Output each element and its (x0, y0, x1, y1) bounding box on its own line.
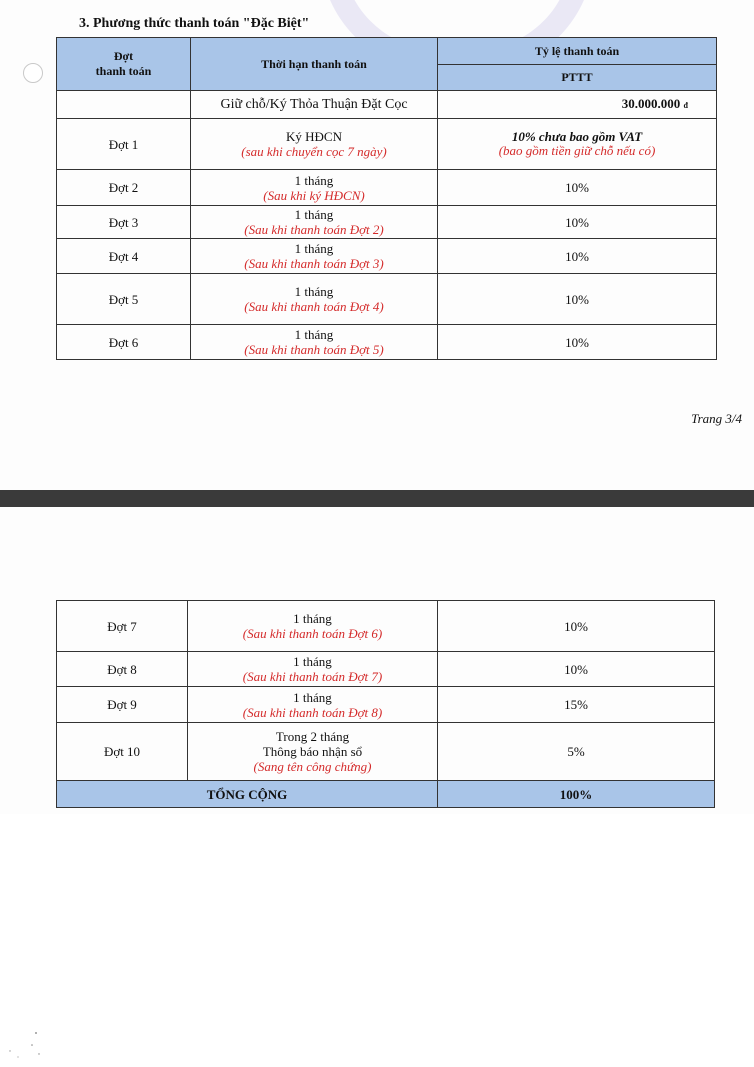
page-3 (0, 0, 754, 490)
deposit-amount (438, 91, 717, 119)
term-cell (188, 601, 438, 652)
table-row (57, 170, 717, 206)
term-text: 1 tháng (293, 611, 332, 626)
header-phase: Đợt thanh toán (57, 38, 191, 91)
rate-cell: 10% (438, 170, 717, 206)
rate-note: (bao gồm tiền giữ chỗ nếu có) (498, 143, 656, 158)
term-cell (191, 206, 438, 239)
rate-cell: 10% (438, 652, 715, 687)
phase-cell: Đợt 9 (57, 687, 188, 723)
page-separator (0, 490, 754, 507)
table-row (57, 687, 715, 723)
term-cell (191, 325, 438, 360)
phase-cell: Đợt 7 (57, 601, 188, 652)
rate-cell: 10% (438, 206, 717, 239)
rate-cell: 5% (438, 723, 715, 781)
term-cell (191, 274, 438, 325)
scan-specks (6, 1027, 46, 1067)
term-cell (191, 170, 438, 206)
rate-cell: 10% (438, 601, 715, 652)
table-row (57, 119, 717, 170)
rate-cell: 10% (438, 325, 717, 360)
header-pttt: PTTT (438, 65, 717, 91)
term-cell (188, 652, 438, 687)
term-note: (Sau khi thanh toán Đợt 7) (242, 669, 383, 684)
term-text: Ký HĐCN (286, 129, 342, 144)
currency-symbol: đ (683, 101, 688, 110)
table-row (57, 601, 715, 652)
phase-cell: Đợt 3 (57, 206, 191, 239)
deposit-amount-value: 30.000.000 (621, 96, 681, 111)
term-note: (Sau khi thanh toán Đợt 5) (244, 342, 384, 357)
term-text: 1 tháng (294, 207, 334, 222)
term-text: 1 tháng (294, 172, 334, 188)
punch-hole (23, 63, 43, 83)
table-row (57, 652, 715, 687)
term-cell (191, 239, 438, 274)
header-term: Thời hạn thanh toán (191, 38, 438, 91)
term-text: 1 tháng (293, 654, 332, 669)
phase-cell: Đợt 8 (57, 652, 188, 687)
term-text: 1 tháng (293, 689, 332, 705)
phase-cell: Đợt 1 (57, 119, 191, 170)
phase-cell: Đợt 6 (57, 325, 191, 360)
term-note: (Sau khi thanh toán Đợt 2) (244, 222, 384, 237)
table-row (57, 274, 717, 325)
payment-table-page-3 (56, 37, 717, 360)
total-row (57, 781, 715, 808)
rate-cell (438, 119, 717, 170)
rate-cell: 15% (438, 687, 715, 723)
phase-cell: Đợt 2 (57, 170, 191, 206)
rate-cell: 10% (438, 274, 717, 325)
section-title: 3. Phương thức thanh toán "Đặc Biệt" (79, 16, 310, 31)
term-note: (Sau khi thanh toán Đợt 3) (244, 256, 384, 271)
rate-cell: 10% (438, 239, 717, 274)
rate-main-text: 10% chưa bao gồm VAT (511, 129, 643, 144)
term-note: (Sau khi thanh toán Đợt 4) (244, 299, 384, 314)
phase-cell: Đợt 4 (57, 239, 191, 274)
term-text: 1 tháng (294, 327, 334, 342)
table-row (57, 325, 717, 360)
term-text: 1 tháng (294, 241, 334, 256)
page-number: Trang 3/4 (691, 411, 742, 426)
term-text: Trong 2 tháng (275, 729, 350, 744)
term-text: 1 tháng (294, 284, 334, 299)
term-cell (188, 687, 438, 723)
table-row-deposit (57, 91, 717, 119)
payment-table-page-4 (56, 600, 715, 808)
term-note: (Sang tên công chứng) (253, 759, 372, 774)
term-note: (Sau khi thanh toán Đợt 6) (242, 626, 383, 641)
term-text-2: Thông báo nhận sổ (262, 744, 363, 759)
phase-cell: Đợt 10 (57, 723, 188, 781)
term-note: (sau khi chuyển cọc 7 ngày) (241, 144, 387, 159)
term-note: (Sau khi ký HĐCN) (263, 187, 365, 203)
table-row (57, 723, 715, 781)
total-value: 100% (438, 781, 715, 808)
table-row (57, 206, 717, 239)
header-rate: Tỷ lệ thanh toán (438, 38, 717, 65)
term-cell (191, 119, 438, 170)
total-label: TỔNG CỘNG (57, 781, 438, 808)
table-row (57, 239, 717, 274)
deposit-label: Giữ chỗ/Ký Thỏa Thuận Đặt Cọc (191, 91, 438, 119)
term-note: (Sau khi thanh toán Đợt 8) (242, 704, 383, 720)
term-cell (188, 723, 438, 781)
phase-cell: Đợt 5 (57, 274, 191, 325)
